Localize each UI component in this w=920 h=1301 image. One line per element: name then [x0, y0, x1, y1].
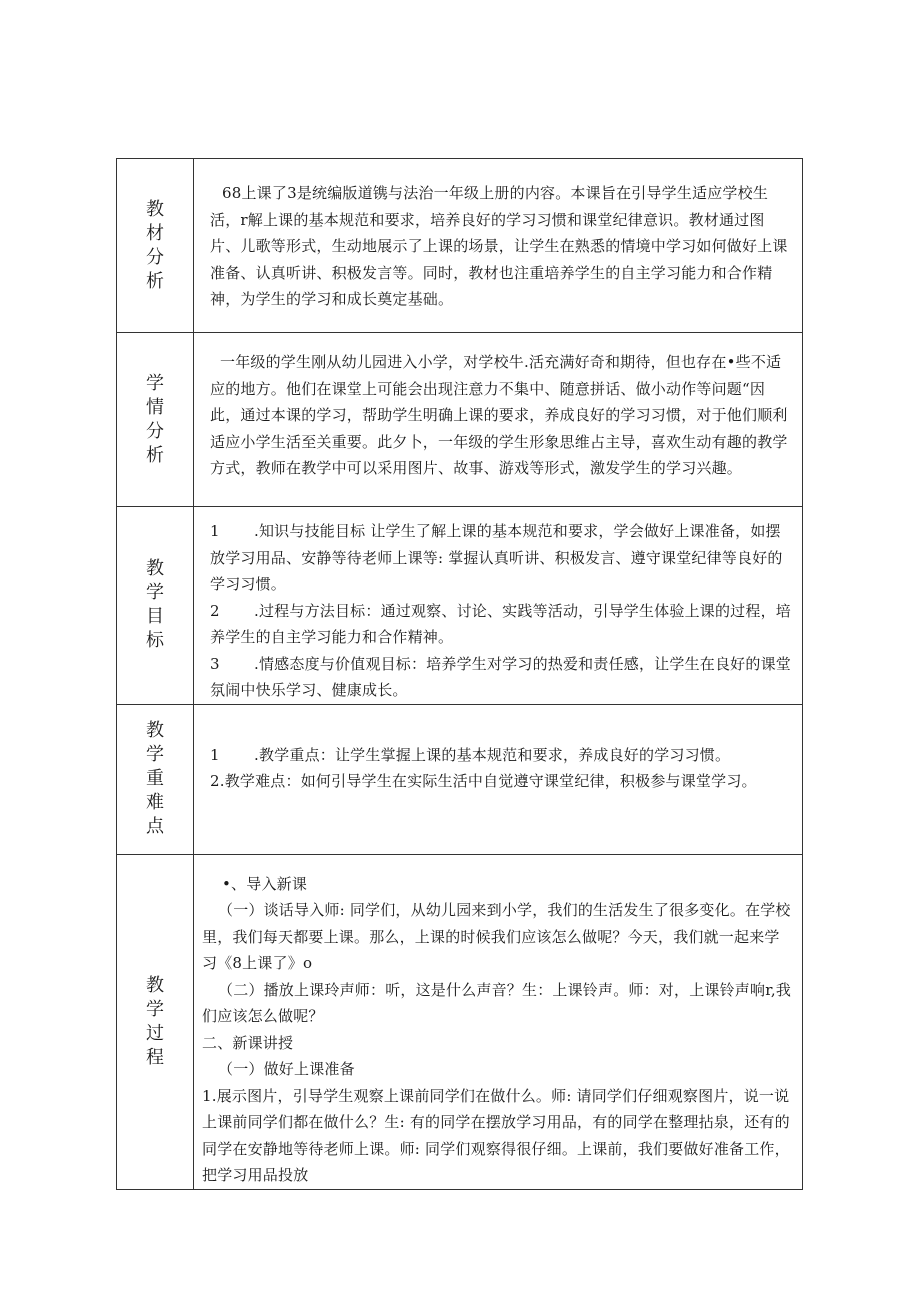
objective-item	[210, 651, 794, 704]
row-textbook-analysis	[117, 159, 803, 333]
row-label: 学 情 分 析	[146, 372, 164, 466]
paragraph: 1.展示图片，引导学生观察上课前同学们在做什么。师: 请同学们仔细观察图片，说一说上课前同学们都在做什么？生: 有的同学在摆放学习用品，有的同学在整理拈泉，还有的同学在安静地等待老师上课。师: 同学们观察得很仔细。上课前，我们要做好准备工作，把学习用品投放	[202, 1086, 790, 1184]
row-label: 教 学 目 标	[146, 558, 164, 652]
section-heading: •、导入新课	[222, 874, 308, 893]
student-analysis-content	[194, 333, 802, 482]
item-number: 3	[210, 654, 220, 673]
item-text: .知识与技能目标 让学生了解上课的基本规范和要求，学会做好上课准备，如摆放学习用品、安静等待老师上课等: 掌握认真听讲、积极发言、遵守课堂纪律等良好的学习习惯。	[210, 522, 783, 593]
key-points-content	[194, 705, 802, 795]
item-text: .教学重点：让学生掌握上课的基本规范和要求，养成良好的学习习惯。	[254, 745, 731, 764]
row-label-cell	[117, 333, 194, 507]
row-content-cell	[194, 333, 803, 507]
item-text: .情感态度与价值观目标：培养学生对学习的热爱和责任感，让学生在良好的课堂氛闹中快乐学习、健康成长。	[210, 654, 791, 699]
item-number: 1	[210, 745, 220, 764]
teaching-process-content	[194, 855, 802, 1189]
row-label-cell	[117, 854, 194, 1189]
textbook-analysis-content	[194, 159, 802, 313]
subsection-heading: （一）做好上课准备	[218, 1060, 355, 1078]
paragraph: （二）播放上课玲声师：听，这是什么声音？生：上课铃声。师：对，上课铃声响r,我们应该怎么做呢？	[202, 980, 792, 1025]
row-label: 教 学 过 程	[146, 974, 164, 1068]
row-content-cell	[194, 507, 803, 705]
row-student-analysis	[117, 333, 803, 507]
row-content-cell	[194, 854, 803, 1189]
row-content-cell	[194, 159, 803, 333]
row-label: 教 材 分 析	[146, 198, 164, 292]
item-number: 1	[210, 522, 220, 540]
objective-item	[210, 598, 794, 651]
lesson-plan-table	[116, 158, 803, 1190]
row-label: 教 学 重 难 点	[146, 720, 164, 837]
row-content-cell	[194, 704, 803, 854]
row-label-cell	[117, 159, 194, 333]
row-teaching-process	[117, 854, 803, 1189]
row-label-cell	[117, 507, 194, 705]
row-key-difficult-points	[117, 704, 803, 854]
teaching-objectives-content	[194, 507, 802, 704]
item-number: 2	[210, 601, 220, 620]
paragraph: 68上课了3是统编版道镌与法治一年级上册的内容。本课旨在引导学生适应学校生活，r解上课的基本规范和要求，培养良好的学习习惯和课堂纪律意识。教材通过图片、儿歌等形式，生动地展示了上课的场景，让学生在熟悉的情境中学习如何做好上课准备、认真听讲、积极发言等。同时，教材也注重培养学生的自主学习能力和合作精神，为学生的学习和成长奠定基础。	[210, 184, 788, 308]
objective-item	[210, 518, 794, 598]
paragraph: （一）谈话导入师: 同学们，从幼儿园来到小学，我们的生活发生了很多变化。在学校里，我们每天都要上课。那么，上课的时候我们应该怎么做呢？今天，我们就一起来学习《8上课了》o	[202, 901, 791, 972]
row-teaching-objectives	[117, 507, 803, 705]
difficult-point-item: 2.教学难点：如何引导学生在实际生活中自觉遵守课堂纪律，积极参与课堂学习。	[210, 772, 757, 790]
section-heading: 二、新课讲授	[202, 1033, 294, 1052]
paragraph: 一年级的学生刚从幼儿园进入小学，对学校牛.活充满好奇和期待，但也存在•些不适应的地方。他们在课堂上可能会出现注意力不集中、随意拼话、做小动作等问题“因此，通过本课的学习，帮助学生明确上课的要求，养成良好的学习习惯，对于他们顺利适应小学生活至关重要。此夕卜，一年级的学生形象思维占主导，喜欢生动有趣的教学方式，教师在教学中可以采用图片、故事、游戏等形式，激发学生的学习兴趣。	[210, 353, 788, 477]
key-point-item	[210, 742, 794, 769]
row-label-cell	[117, 704, 194, 854]
item-text: .过程与方法目标：通过观察、讨论、实践等活动，引导学生体验上课的过程，培养学生的自主学习能力和合作精神。	[210, 601, 791, 646]
